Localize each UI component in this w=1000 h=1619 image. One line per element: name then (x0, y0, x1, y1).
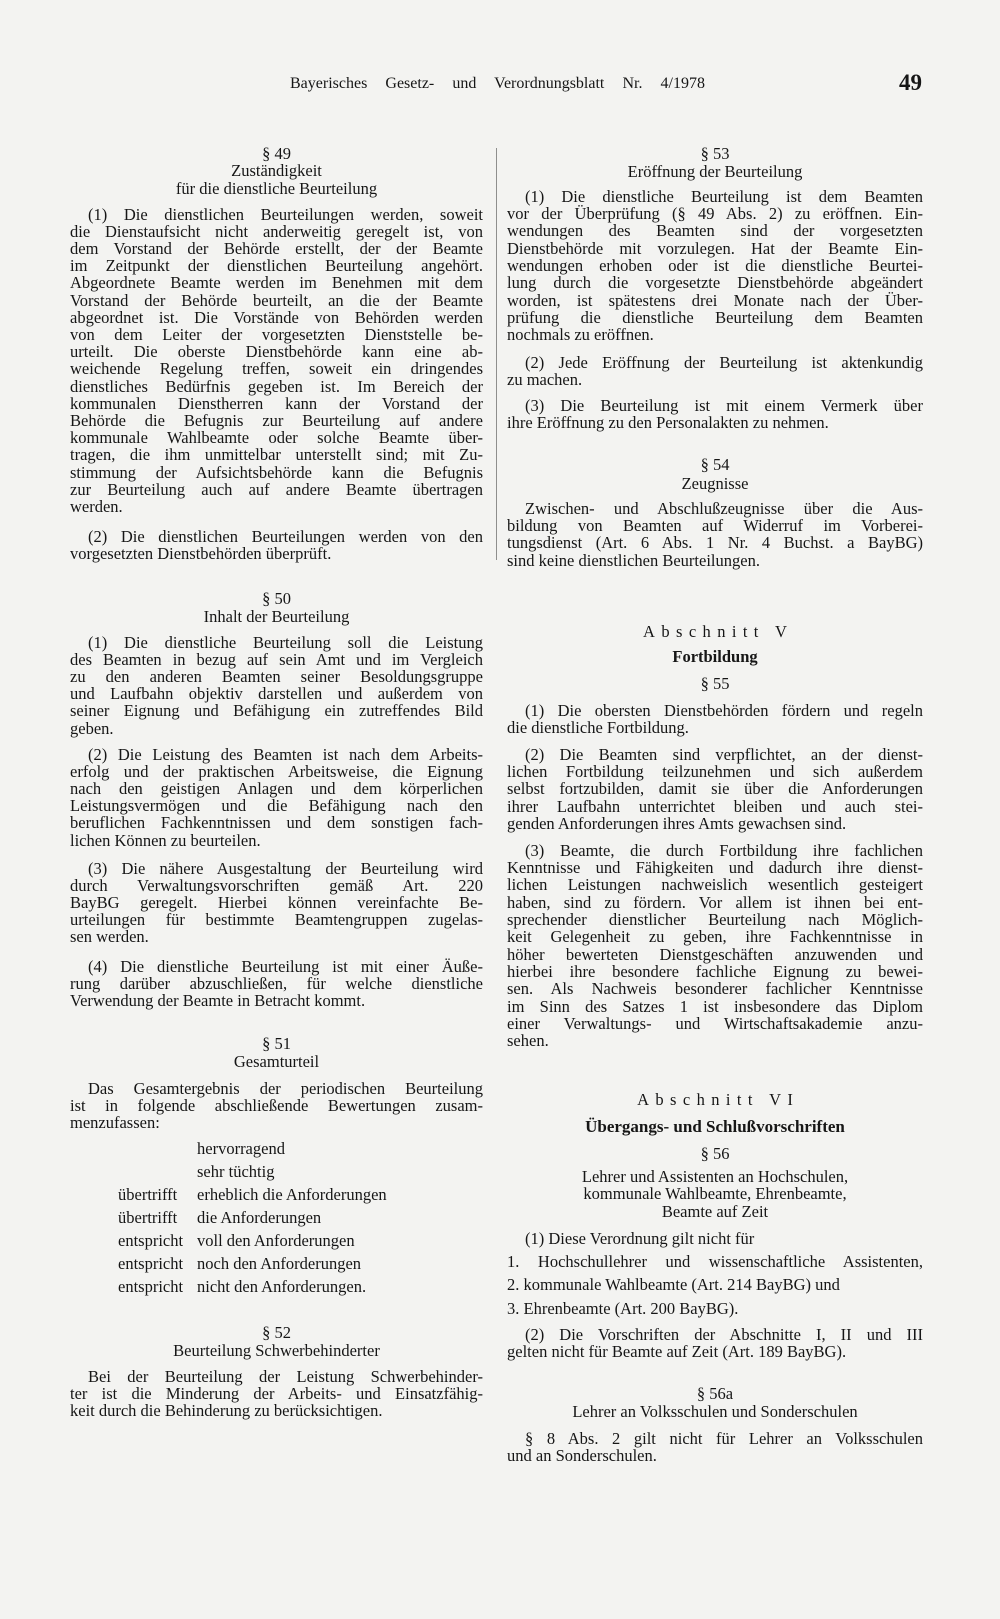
text-line: abgeordnet ist. Die Vorstände von Behörden werden (70, 307, 483, 327)
text-line: Kenntnisse und Fähigkeiten und dadurch ihre dienst- (507, 857, 923, 877)
text-line: einer Verwaltungs- und Wirtschaftsakademie anzu- (507, 1013, 923, 1033)
text-line: zu machen. (507, 369, 583, 389)
section-number: § 49 (262, 143, 291, 163)
text-line: im Zeitpunkt der dienstlichen Beurteilung angehört. (70, 256, 483, 276)
section-title: Zuständigkeit (231, 161, 322, 180)
text-line: (2) Jede Eröffnung der Beurteilung ist aktenkundig (525, 352, 923, 372)
text-line: lung durch die vorgesetzte Dienstbehörde abgeändert (507, 273, 923, 293)
part-v-title: Fortbildung (672, 647, 758, 666)
rating-item (118, 1278, 483, 1301)
text-line: die dienstliche Fortbildung. (507, 717, 689, 737)
list-item: 3. Ehrenbeamte (Art. 200 BayBG). (507, 1298, 739, 1318)
section-title: Lehrer an Volksschulen und Sonderschulen (572, 1401, 858, 1421)
rating-item (118, 1232, 483, 1255)
text-line: urteilt. Die oberste Dienstbehörde kann eine ab- (70, 342, 483, 362)
list-item: 1. Hochschullehrer und wissenschaftliche Assistenten, (507, 1251, 923, 1271)
section-number: § 56a (696, 1383, 734, 1403)
text-line: Verwendung der Beamte in Betracht kommt. (70, 990, 366, 1010)
section-49-paragraph-1 (70, 206, 483, 516)
section-number: § 51 (262, 1033, 291, 1053)
text-line: nach den geistigen Anlagen und dem körperlichen (70, 778, 483, 798)
section-title: für die dienstliche Beurteilung (175, 178, 378, 198)
section-55-paragraph-3 (507, 842, 923, 1050)
text-line: wendungen des Beamten sind der vorgesetzten (507, 221, 923, 241)
page-number: 49 (899, 70, 922, 95)
text-line: haben, sind zu fördern. Vor allem ist ihnen bei ent- (507, 892, 923, 912)
rating-text: voll den Anforderungen (197, 1231, 355, 1251)
text-line: geben. (70, 718, 114, 738)
section-55-paragraph-2 (507, 746, 923, 833)
text-line: (3) Die Beurteilung ist mit einem Vermerk über (525, 395, 923, 415)
text-line: tungsdienst (Art. 6 Abs. 1 Nr. 4 Buchst. a BayBG) (507, 533, 923, 553)
rating-verb: entspricht (118, 1277, 184, 1297)
section-53-heading (507, 145, 923, 181)
section-53-paragraph-1 (507, 188, 923, 344)
column-rule (496, 148, 497, 560)
text-line: lichen Leistungen nachweislich wesentlich gesteigert (507, 875, 923, 895)
text-line: (4) Die dienstliche Beurteilung ist mit einer Äuße- (88, 956, 483, 976)
section-54-paragraph-1 (507, 500, 923, 569)
rating-item (118, 1186, 483, 1209)
text-line: die Dienstaufsicht nicht anderweitig geregelt ist, von (70, 221, 483, 241)
text-line: und Laufbahn objektiv darstellen und außerdem von (70, 684, 483, 704)
text-line: genden Anforderungen ihres Amts gewachsen sind. (507, 813, 847, 833)
text-line: selbst fortzubilden, damit sie über die Anforderungen (507, 779, 923, 799)
text-line: Behörde die Befugnis zur Beurteilung auf andere (70, 410, 483, 430)
rating-verb: übertrifft (118, 1184, 178, 1204)
section-53-paragraph-3 (507, 397, 923, 432)
rating-text: die Anforderungen (197, 1207, 322, 1227)
text-line: wendungen erhoben oder ist die dienstliche Beurtei- (507, 255, 923, 275)
text-line: und an Sonderschulen. (507, 1445, 657, 1465)
text-line: (2) Die Leistung des Beamten ist nach dem Arbeits- (88, 744, 483, 764)
section-56-intro (507, 1230, 923, 1247)
rating-verb: übertrifft (118, 1207, 178, 1227)
section-56-paragraph-2 (507, 1326, 923, 1361)
part-vi-title: Übergangs- und Schlußvorschriften (585, 1117, 845, 1136)
section-title: Zeugnisse (681, 473, 749, 493)
rating-item (118, 1163, 483, 1186)
text-line: ist in folgende abschließende Bewertungen zusam- (70, 1095, 483, 1115)
section-56a-heading (507, 1385, 923, 1421)
section-50-paragraph-3 (70, 860, 483, 946)
text-line: (1) Diese Verordnung gilt nicht für (525, 1228, 755, 1248)
rating-text: hervorragend (197, 1138, 285, 1158)
rating-text: sehr tüchtig (197, 1161, 275, 1181)
section-51-heading (70, 1035, 483, 1071)
text-line: ihre Eröffnung zu den Personalakten zu nehmen. (507, 412, 829, 432)
section-50-heading (70, 590, 483, 626)
text-line: sehen. (507, 1031, 549, 1051)
text-line: BayBG geregelt. Hierbei können vereinfachte Be- (70, 892, 483, 912)
text-line: im Sinn des Satzes 1 ist insbesondere das Diplom (507, 996, 923, 1016)
rating-item (118, 1140, 483, 1163)
section-number: § 50 (262, 588, 291, 608)
text-line: (2) Die dienstlichen Beurteilungen werden von den (88, 526, 483, 546)
part-v-heading: Abschnitt V (643, 621, 794, 641)
section-title: Inhalt der Beurteilung (203, 606, 350, 626)
rating-text: erheblich die Anforderungen (197, 1184, 387, 1204)
section-50-paragraph-4 (70, 958, 483, 1010)
text-line: Vorstand der Behörde beurteilt, an die der Beamte (70, 290, 483, 310)
rating-text: noch den Anforderungen (197, 1254, 362, 1274)
text-line: weichende Regelung treffen, soweit ein dringendes (70, 359, 483, 379)
section-49-heading (70, 145, 483, 198)
section-title: Beurteilung Schwerbehinderter (173, 1340, 380, 1360)
text-line: stimmung der Aufsichtsbehörde kann die Befugnis (70, 462, 483, 482)
running-header: Bayerisches Gesetz- und Verordnungsblatt Nr. 4/1978 (290, 75, 705, 92)
rating-verb: entspricht (118, 1254, 184, 1274)
text-line: § 8 Abs. 2 gilt nicht für Lehrer an Volksschulen (525, 1428, 923, 1448)
rating-item (118, 1255, 483, 1278)
text-line: gelten nicht für Beamte auf Zeit (Art. 189 BayBG). (507, 1341, 847, 1361)
section-50-paragraph-1 (70, 634, 483, 737)
text-line: urteilungen für bestimmte Beamtengruppen zugelas- (70, 910, 483, 930)
part-vi-heading: Abschnitt VI (637, 1089, 800, 1109)
text-line: erfolg und der praktischen Arbeitsweise, die Eignung (70, 761, 483, 781)
text-line: ter ist die Minderung der Arbeits- und Einsatzfähig- (70, 1383, 483, 1403)
section-title: Gesamturteil (233, 1051, 320, 1071)
text-line: sen. Als Nachweis besonderer fachlicher Kenntnisse (507, 979, 923, 999)
text-line: zur Beurteilung auch auf andere Beamte übertragen (70, 479, 483, 499)
text-line: (1) Die dienstliche Beurteilung ist dem Beamten (525, 186, 923, 206)
section-50-paragraph-2 (70, 746, 483, 849)
section-56a-paragraph-1 (507, 1430, 923, 1465)
text-line: sind keine dienstlichen Beurteilungen. (507, 550, 760, 570)
rating-item (118, 1209, 483, 1232)
text-line: tragen, die ihm unmittelbar unterstellt sind; mit Zu- (70, 445, 483, 465)
section-56-title (507, 1168, 923, 1221)
text-line: (3) Die nähere Ausgestaltung der Beurteilung wird (88, 858, 483, 878)
text-line: sen werden. (70, 927, 149, 947)
text-line: seiner Eignung und Befähigung ein zutreffendes Bild (70, 701, 483, 721)
text-line: Bei der Beurteilung der Leistung Schwerbehinder- (88, 1366, 483, 1386)
text-line: (2) Die Vorschriften der Abschnitte I, II und III (525, 1324, 923, 1344)
rating-verb: entspricht (118, 1231, 184, 1251)
text-line: keit Gelegenheit zu geben, ihre Fachkenntnisse in (507, 927, 923, 947)
text-line: vorgesetzten Dienstbehörden überprüft. (70, 543, 332, 563)
text-line: rung darüber abzuschließen, für welche dienstliche (70, 973, 483, 993)
text-line: werden. (70, 496, 123, 516)
text-line: des Beamten in bezug auf sein Amt und im Vergleich (70, 649, 483, 669)
text-line: Zwischen- und Abschlußzeugnisse über die Aus- (525, 498, 923, 518)
rating-text: nicht den Anforderungen. (197, 1277, 367, 1297)
text-line: (2) Die Beamten sind verpflichtet, an der dienst- (525, 744, 923, 764)
section-51-intro (70, 1080, 483, 1132)
text-line: dienstliches Bedürfnis gegeben ist. Im Bereich der (70, 376, 483, 396)
text-line: Abgeordnete Beamte werden im Benehmen mit dem (70, 273, 483, 293)
text-line: bildung von Beamten auf Widerruf im Vorberei- (507, 515, 923, 535)
text-line: (1) Die dienstliche Beurteilung soll die Leistung (88, 632, 483, 652)
section-title: Beamte auf Zeit (661, 1201, 769, 1221)
text-line: beruflichen Fachkenntnissen und dem sonstigen fach- (70, 813, 483, 833)
text-line: Dienstbehörde mit vorzulegen. Hat der Beamte Ein- (507, 238, 923, 258)
section-49-paragraph-2 (70, 528, 483, 562)
text-line: (1) Die dienstlichen Beurteilungen werden, soweit (88, 204, 483, 224)
section-56-number: § 56 (700, 1143, 730, 1163)
text-line: vor der Überprüfung (§ 49 Abs. 2) zu eröffnen. Ein- (507, 203, 923, 223)
text-line: worden, ist spätestens drei Monate nach der Über- (507, 290, 923, 310)
section-number: § 52 (262, 1322, 291, 1342)
section-title: Eröffnung der Beurteilung (627, 161, 803, 181)
text-line: nochmals zu eröffnen. (507, 325, 654, 345)
section-52-paragraph-1 (70, 1368, 483, 1420)
section-52-heading (70, 1324, 483, 1360)
text-line: keit durch die Behinderung zu berücksichtigen. (70, 1400, 383, 1420)
text-line: zu den anderen Beamten seiner Besoldungsgruppe (70, 666, 483, 686)
text-line: Leistungsvermögen und die Befähigung nach den (70, 796, 483, 816)
text-line: höher bewerteten Dienstgeschäften anzuwenden und (507, 944, 923, 964)
text-line: ihrer Laufbahn unterrichtet bleiben und auch stei- (507, 796, 923, 816)
section-55-paragraph-1 (507, 702, 923, 737)
text-line: lichen Fortbildung teilzunehmen und sich außerdem (507, 761, 923, 781)
text-line: Das Gesamtergebnis der periodischen Beurteilung (88, 1078, 483, 1098)
text-line: dem Vorstand der Behörde erstellt, der der Beamte (70, 238, 483, 258)
text-line: (3) Beamte, die durch Fortbildung ihre fachlichen (525, 840, 923, 860)
text-line: sprechender dienstlicher Beurteilung nach Möglich- (507, 909, 923, 929)
text-line: lichen Können zu beurteilen. (70, 830, 261, 850)
text-line: menzufassen: (70, 1112, 160, 1132)
text-line: kommunalen Dienstherren kann der Vorstand der (70, 393, 483, 413)
section-number: § 53 (700, 143, 730, 163)
section-title: Lehrer und Assistenten an Hochschulen, (581, 1166, 849, 1186)
text-line: von dem Leiter der vorgesetzten Dienststelle be- (70, 324, 483, 344)
list-item: 2. kommunale Wahlbeamte (Art. 214 BayBG) und (507, 1274, 840, 1294)
section-number: § 54 (700, 454, 730, 474)
section-54-heading (507, 455, 923, 493)
section-53-paragraph-2 (507, 354, 923, 389)
text-line: durch Verwaltungsvorschriften gemäß Art. 220 (70, 875, 483, 895)
text-line: (1) Die obersten Dienstbehörden fördern und regeln (525, 700, 923, 720)
text-line: hierbei ihre besondere fachliche Eignung zu bewei- (507, 961, 923, 981)
section-title: kommunale Wahlbeamte, Ehrenbeamte, (583, 1184, 847, 1203)
text-line: kommunale Wahlbeamte oder solche Beamte über- (70, 428, 483, 448)
section-55-number: § 55 (700, 673, 730, 693)
text-line: prüfung die dienstliche Beurteilung dem Beamten (507, 307, 923, 327)
